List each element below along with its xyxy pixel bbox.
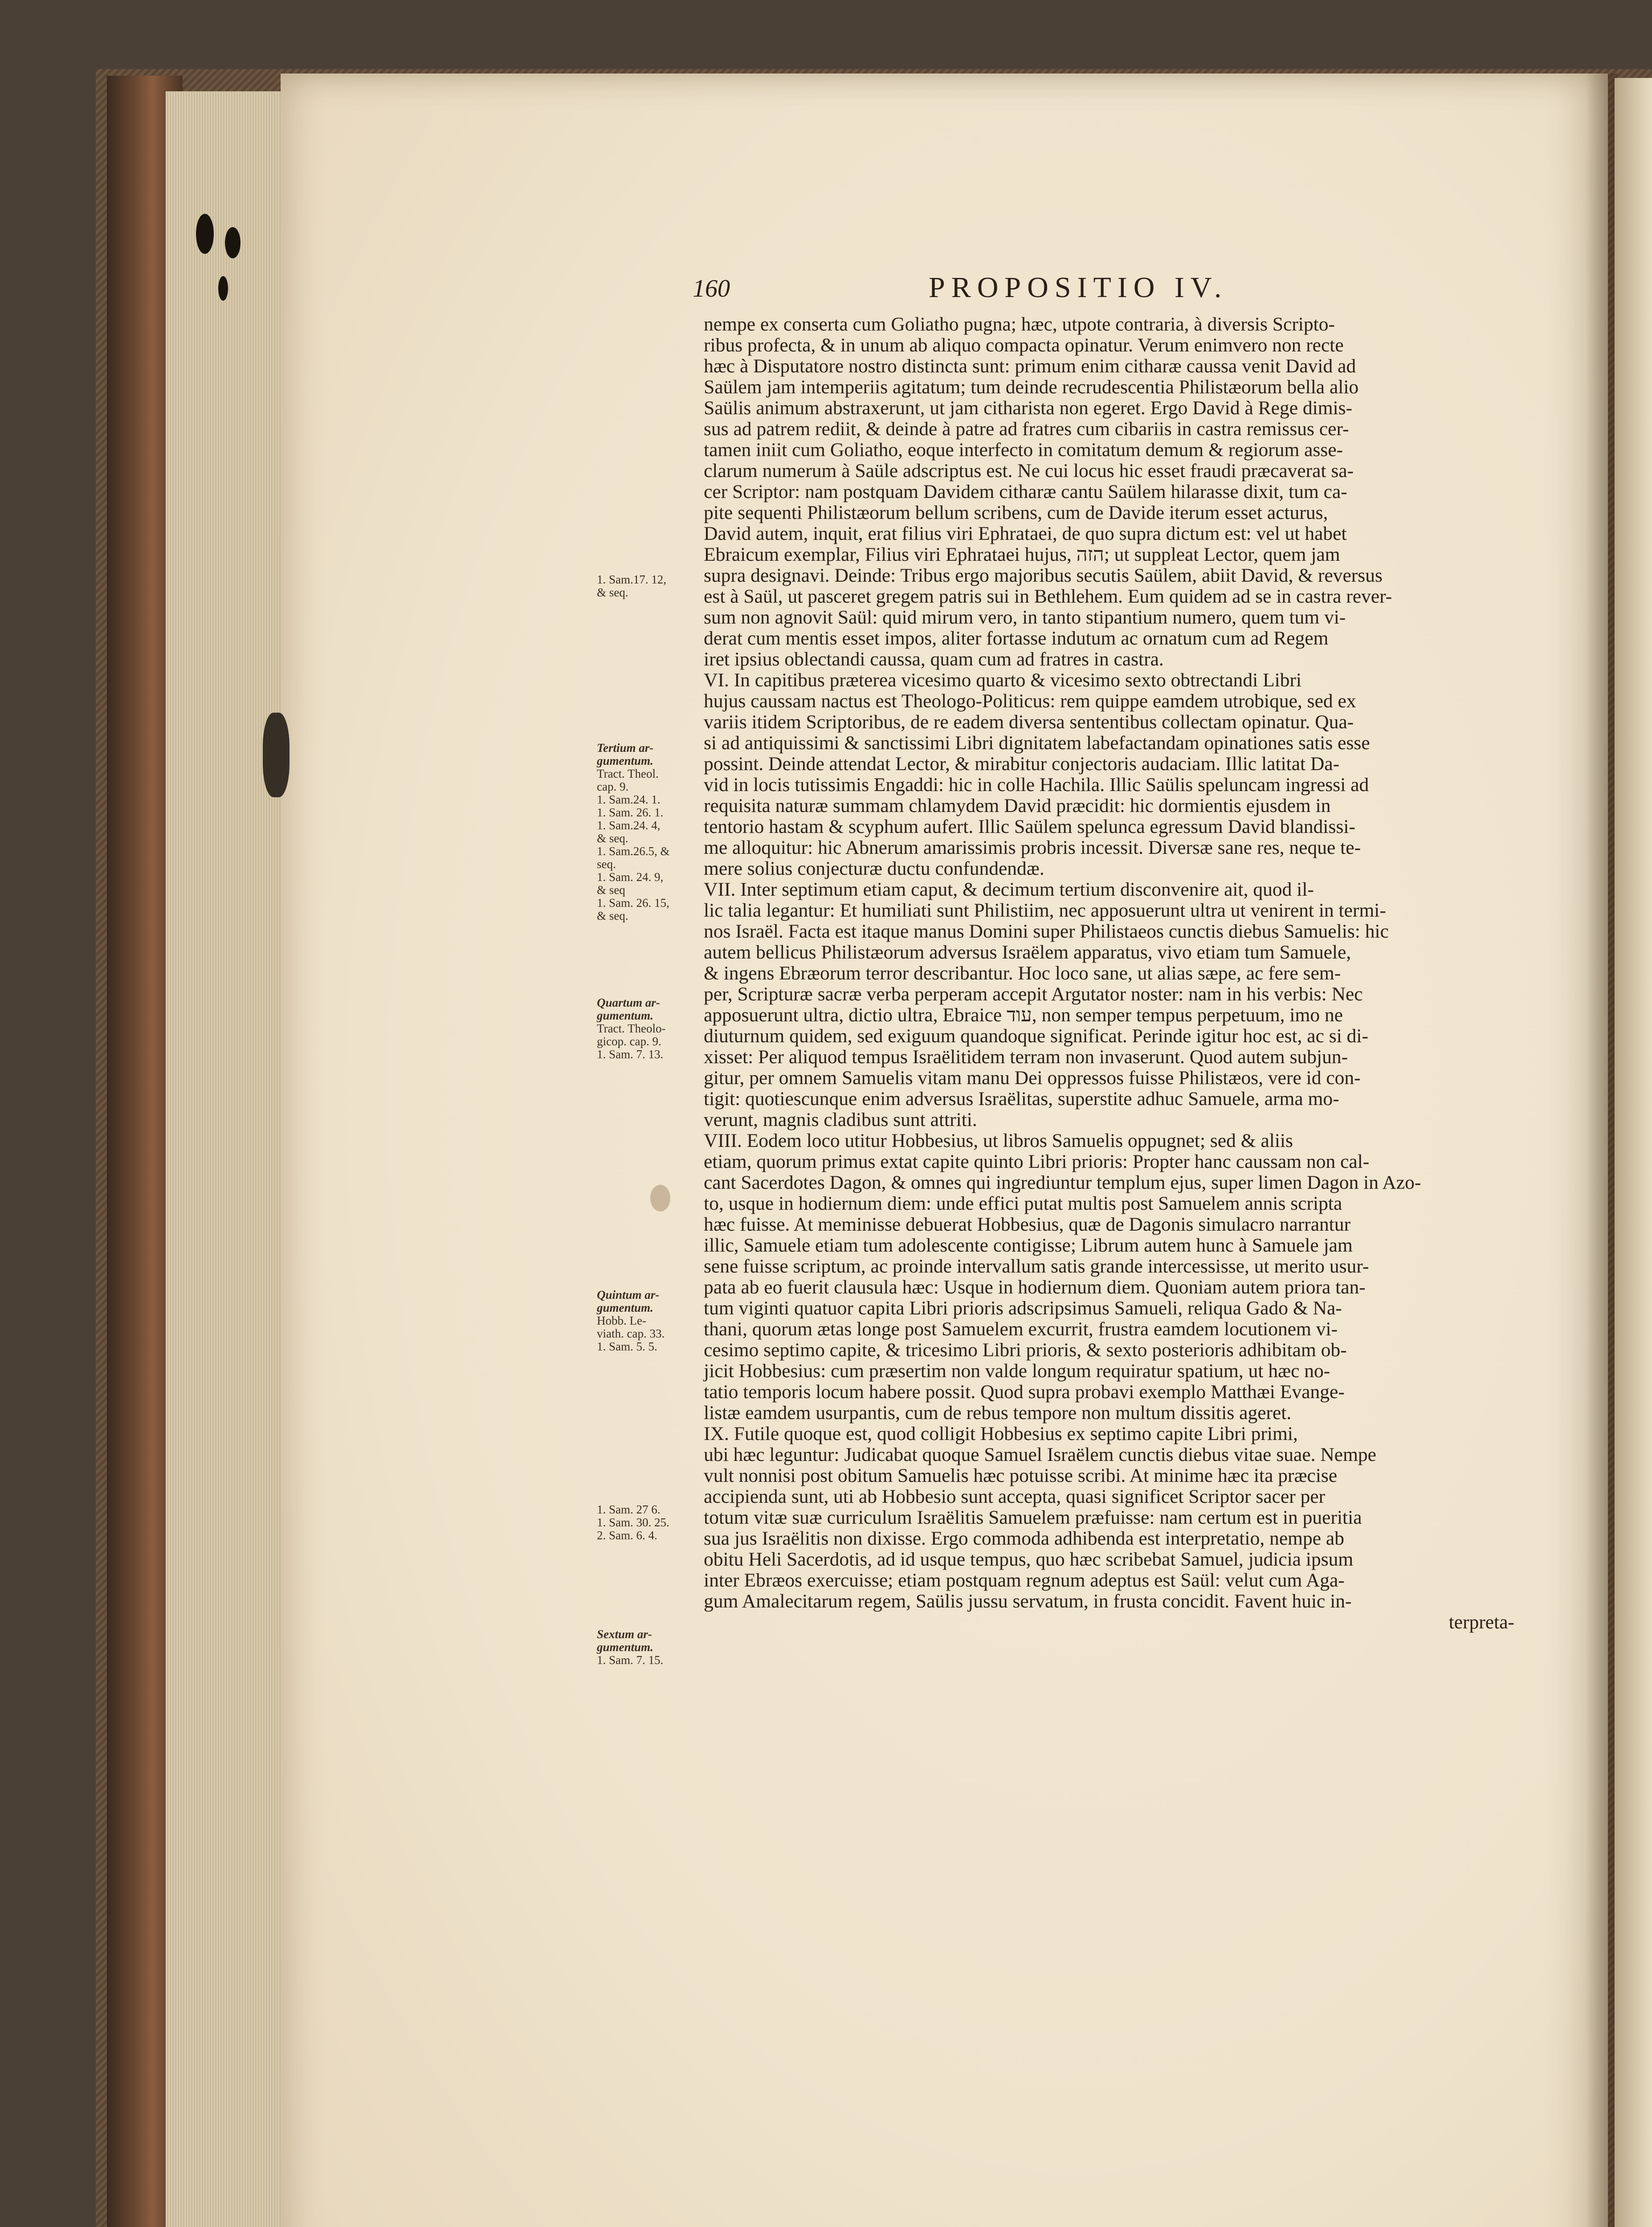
text-line: pata ab eo fuerit clausula hæc: Usque in hodiernum diem. Quoniam autem priora tan- — [704, 1277, 1366, 1298]
text-line: vid in locis tutissimis Engaddi: hic in colle Hachila. Illic Saülis speluncam ingressi ad — [704, 774, 1369, 795]
text-line: me alloquitur: hic Abnerum amarissimis probris incessit. Diversæ sane res, neque te- — [704, 837, 1361, 858]
text-line: verunt, magnis cladibus sunt attriti. — [704, 1109, 977, 1130]
text-line: cesimo septimo capite, & tricesimo Libri prioris, & sexto posterioris adhibitam ob- — [704, 1339, 1347, 1361]
ink-stain — [218, 276, 228, 301]
text-line: tentorio hastam & scyphum aufert. Illic Saülem spelunca egressum David blandissi- — [704, 816, 1355, 837]
margin-ref: viath. cap. 33. — [597, 1327, 665, 1340]
text-line: VI. In capitibus præterea vicesimo quarto & vicesimo sexto obtrectandi Libri — [704, 669, 1302, 691]
text-line: sum non agnovit Saül: quid mirum vero, in tanto stipantium numero, quem tum vi- — [704, 607, 1346, 628]
margin-ref: & seq. — [597, 586, 628, 599]
text-line: inter Ebræos exercuisse; etiam postquam regnum adeptus est Saül: velut cum Aga- — [704, 1570, 1345, 1591]
text-line: sus ad patrem rediit, & deinde à patre ad fratres cum cibariis in castra remissus cer- — [704, 418, 1349, 440]
text-line: lic talia legantur: Et humiliati sunt Philistiim, nec apposuerunt ultra ut venirent in termi- — [704, 900, 1386, 921]
margin-ref: 1. Sam. 7. 15. — [597, 1653, 664, 1667]
margin-note — [597, 996, 704, 1061]
ink-stain — [263, 713, 290, 797]
text-line: hæc fuisse. At meminisse debuerat Hobbesius, quæ de Dagonis simulacro narrantur — [704, 1214, 1351, 1235]
page-header — [693, 271, 1539, 311]
margin-note — [597, 1503, 704, 1542]
text-line: autem bellicus Philistæorum adversus Israëlem apparatus, vivo etiam tum Samuele, — [704, 942, 1351, 963]
text-line: tum viginti quatuor capita Libri prioris adscripsimus Samueli, reliqua Gado & Na- — [704, 1297, 1342, 1319]
margin-heading: gumentum. — [597, 1640, 653, 1654]
text-line: cant Sacerdotes Dagon, & omnes qui ingrediuntur templum ejus, super limen Dagon in Azo- — [704, 1172, 1421, 1193]
margin-ref: cap. 9. — [597, 780, 629, 793]
margin-ref: & seq — [597, 883, 625, 897]
text-line: jicit Hobbesius: cum præsertim non valde longum requiratur spatium, ut hæc no- — [704, 1360, 1330, 1382]
margin-ref: Tract. Theolo- — [597, 1022, 666, 1035]
margin-ref: Hobb. Le- — [597, 1314, 646, 1327]
text-line: variis itidem Scriptoribus, de re eadem diversa sententibus collectam opinatur. Qua- — [704, 711, 1354, 733]
text-line: ribus profecta, & in unum ab aliquo compacta opinatur. Verum enimvero non recte — [704, 334, 1344, 356]
text-line: mere solius conjecturæ ductu confundendæ. — [704, 858, 1044, 879]
margin-heading: gumentum. — [597, 1009, 653, 1022]
margin-ref: & seq. — [597, 832, 628, 845]
text-line: derat cum mentis esset impos, aliter fortasse indutum ac ornatum cum ad Regem — [704, 628, 1329, 649]
text-line: clarum numerum à Saüle adscriptus est. Ne cui locus hic esset fraudi præcaverat sa- — [704, 460, 1354, 481]
text-line: apposuerunt ultra, dictio ultra, Ebraice עוד, non semper tempus perpetuum, imo ne — [704, 1004, 1343, 1026]
text-line: possint. Deinde attendat Lector, & mirabitur conjectoris audaciam. Illic latitat Da- — [704, 753, 1340, 775]
facing-page-edge — [1615, 78, 1652, 2227]
margin-ref: 1. Sam.26.5, & — [597, 844, 670, 858]
margin-note — [597, 573, 704, 599]
text-line: diuturnum quidem, sed exiguum quandoque significat. Perinde igitur hoc est, ac si di- — [704, 1025, 1368, 1047]
text-line: Ebraicum exemplar, Filius viri Ephrataei hujus, הזה; ut suppleat Lector, quem jam — [704, 544, 1340, 565]
margin-ref: 1. Sam. 30. 25. — [597, 1516, 669, 1529]
margin-heading: gumentum. — [597, 1301, 653, 1314]
text-line: si ad antiquissimi & sanctissimi Libri dignitatem labefactandam opinationes satis esse — [704, 732, 1370, 754]
text-line: totum vitæ suæ curriculum Israëlitis Samuelem præfuisse: nam certum est in pueritia — [704, 1507, 1362, 1528]
ink-stain — [196, 214, 214, 254]
text-line: hujus caussam nactus est Theologo-Politicus: rem quippe eamdem utrobique, sed ex — [704, 690, 1356, 712]
margin-note — [597, 1628, 704, 1667]
text-line: listæ eamdem usurpantis, cum de rebus tempore non multum dissitis ageret. — [704, 1402, 1292, 1423]
page-edges — [166, 91, 290, 2227]
text-line: Saülem jam intemperiis agitatum; tum deinde recrudescentia Philistæorum bella alio — [704, 376, 1359, 398]
page-number: 160 — [693, 275, 730, 302]
margin-ref: 1. Sam. 24. 9, — [597, 870, 664, 884]
text-line: VII. Inter septimum etiam caput, & decimum tertium disconvenire ait, quod il- — [704, 879, 1314, 900]
text-line: illic, Samuele etiam tum adolescente contigisse; Librum autem hunc à Samuele jam — [704, 1235, 1353, 1256]
margin-ref: 1. Sam.24. 4, — [597, 819, 661, 832]
text-line: ubi hæc leguntur: Judicabat quoque Samuel Israëlem cunctis diebus vitae suae. Nempe — [704, 1444, 1376, 1465]
margin-ref: 2. Sam. 6. 4. — [597, 1529, 657, 1542]
text-line: gum Amalecitarum regem, Saülis jussu servatum, in frusta concidit. Favent huic in- — [704, 1591, 1352, 1612]
margin-ref: 1. Sam. 27 6. — [597, 1503, 661, 1516]
main-text-block — [704, 314, 1514, 1633]
text-line: nos Israël. Facta est itaque manus Domini super Philistaeos cunctis diebus Samuelis: hic — [704, 921, 1389, 942]
margin-note — [597, 742, 704, 922]
text-line: thani, quorum ætas longe post Samuelem excurrit, frustra eamdem locutionem vi- — [704, 1318, 1338, 1340]
text-line: cer Scriptor: nam postquam Davidem citharæ cantu Saülem hilarasse dixit, tum ca- — [704, 481, 1347, 502]
margin-heading: Sextum ar- — [597, 1627, 652, 1641]
margin-heading: gumentum. — [597, 754, 653, 767]
text-line: sene fuisse scriptum, ac proinde intervallum satis grande intercessisse, ut merito usur- — [704, 1256, 1369, 1277]
foxing-spot — [650, 1185, 670, 1211]
margin-heading: Quintum ar- — [597, 1288, 660, 1301]
text-line: & ingens Ebræorum terror describantur. Hoc loco sane, ut alias sæpe, ac fere sem- — [704, 963, 1341, 984]
text-line: requisita naturæ summam chlamydem David præcidit: hic dormientis ejusdem in — [704, 795, 1331, 816]
margin-ref: 1. Sam.17. 12, — [597, 573, 667, 586]
text-line: gitur, per omnem Samuelis vitam manu Dei oppressos fuisse Philistæos, vere id con- — [704, 1067, 1361, 1089]
text-line: VIII. Eodem loco utitur Hobbesius, ut libros Samuelis oppugnet; sed & aliis — [704, 1130, 1293, 1151]
margin-heading: Quartum ar- — [597, 996, 660, 1009]
running-title: PROPOSITIO IV. — [929, 271, 1228, 304]
text-line: est à Saül, ut pasceret gregem patris sui in Bethlehem. Eum quidem ad se in castra rever- — [704, 586, 1392, 607]
margin-ref: 1. Sam.24. 1. — [597, 793, 661, 806]
text-line: per, Scripturæ sacræ verba perperam accepit Argutator noster: nam in his verbis: Nec — [704, 983, 1363, 1005]
catchword: terpreta- — [1448, 1611, 1514, 1633]
page-gutter-shadow — [1586, 73, 1617, 2227]
text-line: etiam, quorum primus extat capite quinto Libri prioris: Propter hanc caussam non cal- — [704, 1151, 1370, 1172]
margin-ref: gicop. cap. 9. — [597, 1035, 661, 1048]
margin-note — [597, 1289, 704, 1353]
text-line: IX. Futile quoque est, quod colligit Hobbesius ex septimo capite Libri primi, — [704, 1423, 1298, 1444]
text-line: David autem, inquit, erat filius viri Ephrataei, de quo supra dictum est: vel ut habet — [704, 523, 1347, 544]
text-line: tatio temporis locum habere possit. Quod supra probavi exemplo Matthæi Evange- — [704, 1381, 1345, 1403]
margin-ref: 1. Sam. 7. 13. — [597, 1048, 664, 1061]
text-line: nempe ex conserta cum Goliatho pugna; hæc, utpote contraria, à diversis Scripto- — [704, 314, 1335, 335]
text-line: sua jus Israëlitis non dixisse. Ergo commoda adhibenda est interpretatio, nempe ab — [704, 1528, 1344, 1549]
margin-ref: 1. Sam. 26. 1. — [597, 806, 664, 819]
margin-ref: seq. — [597, 857, 616, 871]
text-line: tigit: quotiescunque enim adversus Israëlitas, superstite adhuc Samuele, arma mo- — [704, 1088, 1339, 1109]
ink-stain — [225, 227, 241, 258]
text-line: accipienda sunt, uti ab Hobbesio sunt accepta, quasi significet Scriptor sacer per — [704, 1486, 1326, 1507]
text-line: supra designavi. Deinde: Tribus ergo majoribus secutis Saülem, abiit David, & reversus — [704, 565, 1383, 586]
margin-ref: 1. Sam. 26. 15, — [597, 896, 669, 910]
text-line: obitu Heli Sacerdotis, ad id usque tempus, quo hæc scribebat Samuel, judicia ipsum — [704, 1549, 1354, 1570]
text-line: tamen iniit cum Goliatho, eoque interfecto in comitatum demum & regiorum asse- — [704, 439, 1343, 461]
text-line: hæc à Disputatore nostro distincta sunt: primum enim citharæ caussa venit David ad — [704, 355, 1356, 377]
text-line: Saülis animum abstraxerunt, ut jam citharista non egeret. Ergo David à Rege dimis- — [704, 397, 1353, 419]
text-line: to, usque in hodiernum diem: unde effici putat multis post Samuelem annis scripta — [704, 1193, 1342, 1214]
margin-ref: & seq. — [597, 909, 628, 922]
margin-heading: Tertium ar- — [597, 741, 654, 755]
text-line: vult nonnisi post obitum Samuelis hæc potuisse scribi. At minime hæc ita præcise — [704, 1465, 1338, 1486]
text-line: xisset: Per aliquod tempus Israëlitidem terram non invaserunt. Quod autem subjun- — [704, 1046, 1348, 1068]
margin-ref: 1. Sam. 5. 5. — [597, 1340, 657, 1353]
margin-ref: Tract. Theol. — [597, 767, 659, 780]
text-line: pite sequenti Philistæorum bellum scribens, cum de Davide iterum esset acturus, — [704, 502, 1328, 523]
text-line: iret ipsius oblectandi caussa, quam cum ad fratres in castra. — [704, 649, 1164, 670]
